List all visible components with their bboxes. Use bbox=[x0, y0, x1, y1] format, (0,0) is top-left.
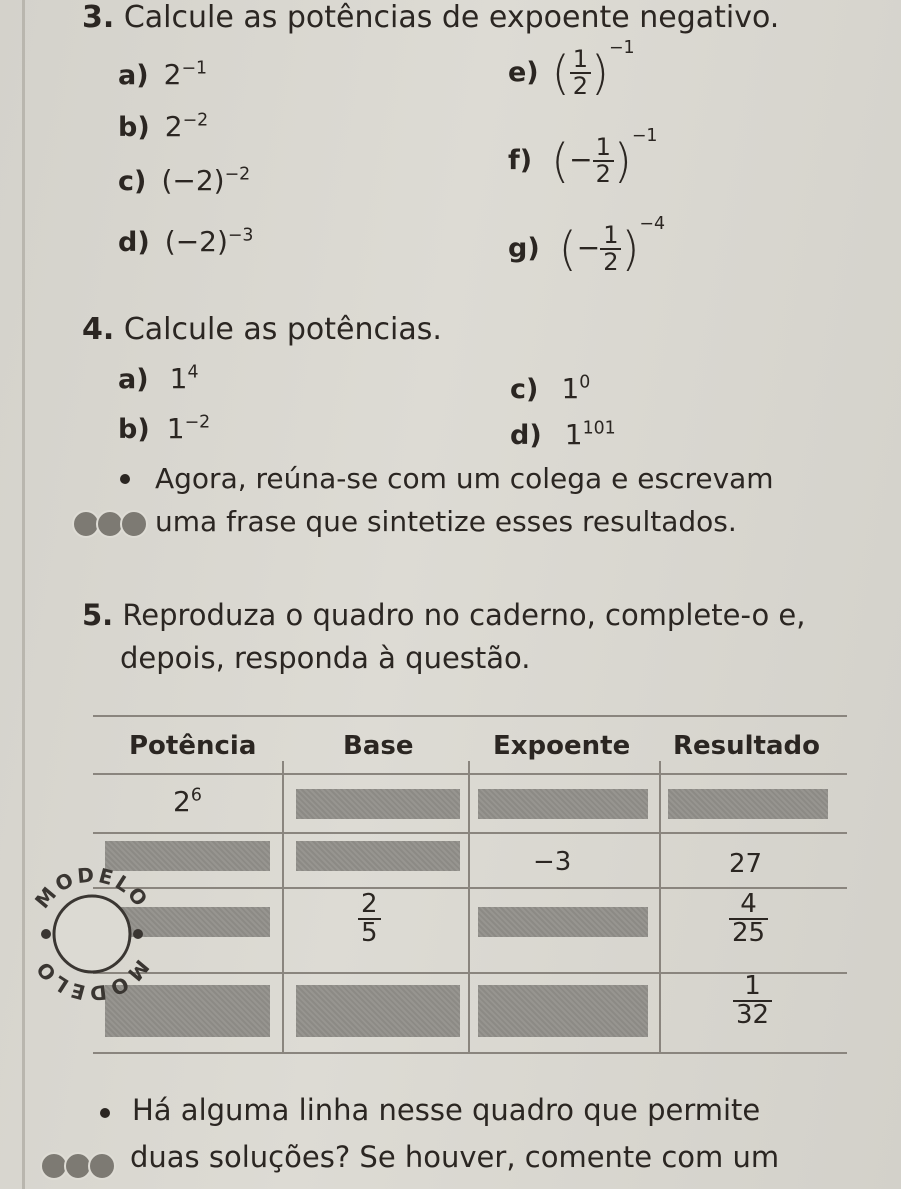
table-rule bbox=[468, 761, 470, 1054]
power-expression: $2^{-1}$ bbox=[163, 58, 208, 91]
q3-title: Calcule as potências de expoente negativo. bbox=[123, 0, 780, 35]
q3-item-c bbox=[118, 164, 250, 197]
group-activity-icon bbox=[40, 1150, 116, 1180]
header-potencia: Potência bbox=[129, 731, 257, 761]
q4-item-a bbox=[118, 362, 199, 395]
modelo-stamp bbox=[22, 862, 162, 1002]
q3-number: 3. bbox=[82, 0, 115, 35]
q4-item-c bbox=[510, 372, 590, 405]
q3-item-g bbox=[508, 214, 666, 276]
row2-expoente: −3 bbox=[533, 847, 572, 877]
power-expression: $1^0$ bbox=[561, 372, 591, 405]
q4-heading bbox=[82, 312, 442, 347]
row3-resultado: $\frac{4}{25}$ bbox=[729, 891, 768, 948]
bullet bbox=[120, 474, 130, 484]
table-rule bbox=[93, 1052, 847, 1054]
q4-item-d bbox=[510, 418, 616, 451]
q5-line1 bbox=[82, 598, 805, 632]
fraction-power-expression: (− $\frac{1}{2}$ )$^{-4}$ bbox=[558, 214, 666, 276]
power-expression: $1^{-2}$ bbox=[166, 412, 211, 445]
fraction-power-expression: ( $\frac{1}{2}$ )$^{-1}$ bbox=[551, 38, 635, 100]
stamp-text-top: MODELO bbox=[29, 862, 155, 913]
powers-table bbox=[93, 715, 847, 1054]
item-label: a) bbox=[118, 60, 149, 91]
q4-item-b bbox=[118, 412, 210, 445]
row4-expoente-blank bbox=[478, 985, 648, 1037]
q3-item-a bbox=[118, 58, 207, 91]
row1-base-blank bbox=[296, 789, 460, 819]
q4-group-line1: Agora, reúna-se com um colega e escrevam bbox=[155, 462, 774, 495]
header-resultado: Resultado bbox=[673, 731, 820, 761]
q5-line2: depois, responda à questão. bbox=[120, 641, 531, 675]
q3-item-d bbox=[118, 225, 253, 258]
q5-number: 5. bbox=[82, 598, 114, 632]
power-expression: $2^{-2}$ bbox=[164, 110, 209, 143]
power-expression: $1^{101}$ bbox=[564, 418, 616, 451]
header-base: Base bbox=[343, 731, 414, 761]
q5-final-line1: Há alguma linha nesse quadro que permite bbox=[132, 1093, 761, 1127]
row1-potencia: $2^6$ bbox=[173, 785, 202, 818]
row4-resultado: $\frac{1}{32}$ bbox=[733, 973, 772, 1030]
item-label: e) bbox=[508, 57, 539, 88]
q4-title: Calcule as potências. bbox=[123, 312, 442, 347]
q3-item-f bbox=[508, 126, 658, 188]
row3-base: $\frac{2}{5}$ bbox=[358, 891, 381, 948]
q3-item-b bbox=[118, 110, 208, 143]
item-label: d) bbox=[510, 420, 542, 451]
header-expoente: Expoente bbox=[493, 731, 631, 761]
item-label: a) bbox=[118, 364, 149, 395]
item-label: c) bbox=[118, 166, 147, 197]
item-label: f) bbox=[508, 145, 533, 176]
power-expression: $(-2)^{-2}$ bbox=[161, 164, 251, 197]
row2-resultado: 27 bbox=[729, 849, 763, 879]
q5-text: Reproduza o quadro no caderno, complete-o e, bbox=[122, 598, 806, 632]
power-expression: $(-2)^{-3}$ bbox=[164, 225, 254, 258]
item-label: b) bbox=[118, 414, 150, 445]
table-rule bbox=[282, 761, 284, 1054]
q3-item-e bbox=[508, 38, 635, 100]
bullet bbox=[100, 1108, 110, 1118]
q3-heading bbox=[82, 0, 779, 35]
power-expression: $1^4$ bbox=[169, 362, 199, 395]
item-label: d) bbox=[118, 227, 150, 258]
group-activity-icon bbox=[72, 508, 148, 538]
q4-number: 4. bbox=[82, 312, 115, 347]
item-label: g) bbox=[508, 233, 540, 264]
row1-expoente-blank bbox=[478, 789, 648, 819]
table-rule bbox=[93, 887, 847, 889]
item-label: b) bbox=[118, 112, 150, 143]
row4-base-blank bbox=[296, 985, 460, 1037]
fraction-power-expression: (− $\frac{1}{2}$ )$^{-1}$ bbox=[551, 126, 658, 188]
q4-group-line2: uma frase que sintetize esses resultados. bbox=[155, 505, 737, 538]
item-label: c) bbox=[510, 374, 539, 405]
row1-resultado-blank bbox=[668, 789, 828, 819]
table-rule bbox=[659, 761, 661, 1054]
table-rule bbox=[93, 832, 847, 834]
table-rule bbox=[93, 773, 847, 775]
stamp-text-bottom: MODELO bbox=[29, 955, 155, 1002]
row2-base-blank bbox=[296, 841, 460, 871]
row3-expoente-blank bbox=[478, 907, 648, 937]
q5-final-line2: duas soluções? Se houver, comente com um bbox=[130, 1140, 780, 1174]
page-margin-line bbox=[22, 0, 25, 1189]
